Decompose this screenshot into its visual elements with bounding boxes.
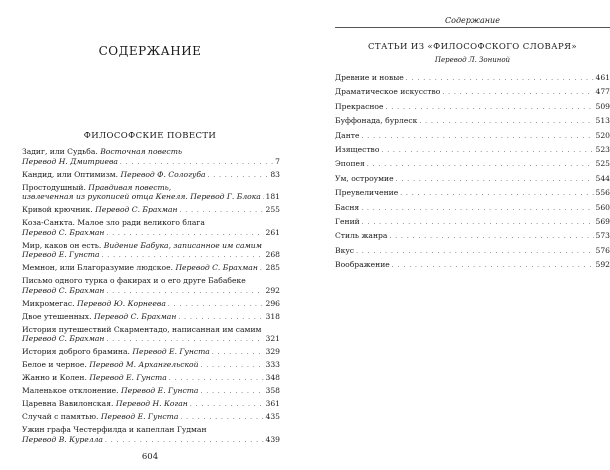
entry-page-number: 361 <box>265 399 280 408</box>
entry-title: Белое и черное. <box>22 360 87 369</box>
entry-page-number: 83 <box>270 169 280 179</box>
entry-line-text <box>335 102 384 113</box>
toc-entry <box>335 260 610 272</box>
entry-line <box>22 386 280 397</box>
entry-line-text <box>335 217 360 228</box>
dot-leader <box>389 232 593 243</box>
entry-line-text <box>335 260 390 271</box>
entry-page-number: 439 <box>265 434 280 444</box>
entry-title: Басня <box>335 202 360 212</box>
toc-entry <box>335 73 610 85</box>
entry-line-text <box>22 276 246 286</box>
entry-line <box>22 147 280 157</box>
entry-translator: Перевод Ф. Сологуба <box>120 169 206 179</box>
entry-translator: Перевод Е. Гунста <box>89 373 167 382</box>
dot-leader <box>169 374 264 384</box>
section-heading-philosophical-tales: ФИЛОСОФСКИЕ ПОВЕСТИ <box>83 131 217 141</box>
entry-page-number: 509 <box>595 101 610 111</box>
entry-line-text <box>22 157 118 167</box>
header-rule <box>335 27 610 28</box>
entry-page-number: 544 <box>595 173 610 183</box>
entry-title: Случай с памятью. <box>22 412 99 421</box>
entry-page-number: 255 <box>265 205 280 214</box>
entry-line <box>335 116 610 128</box>
entry-page-number: 7 <box>275 156 280 166</box>
entry-line <box>335 260 610 272</box>
toc-entry <box>335 246 610 258</box>
dot-leader <box>442 88 593 99</box>
section-translator: Перевод Л. Зониной <box>434 56 511 64</box>
entry-line <box>335 102 610 114</box>
entry-translator: Перевод С. Брахман <box>22 227 105 237</box>
entry-line <box>335 188 610 200</box>
dot-leader <box>106 229 263 239</box>
entry-title: Царевна Вавилонская. <box>22 399 114 408</box>
toc-entry <box>22 412 280 423</box>
dot-leader <box>212 348 264 358</box>
entry-line-text <box>22 347 210 357</box>
entry-line-text <box>22 425 207 435</box>
entry-title: Стиль жанра <box>335 231 388 241</box>
entry-line <box>22 412 280 423</box>
entry-translator: Перевод Е. Гунста <box>132 347 210 356</box>
left-page <box>0 0 300 470</box>
entry-page-number: 435 <box>265 412 280 421</box>
entry-line <box>22 228 280 239</box>
toc-entry <box>22 205 280 216</box>
entry-title: История доброго брамина. <box>22 347 130 356</box>
entry-title: История путешествий Скарментадо, написанная им самим <box>22 324 262 334</box>
entry-line <box>22 241 280 251</box>
toc-entry <box>22 263 280 274</box>
entry-title: Изящество <box>335 144 380 154</box>
entry-line-text <box>335 116 417 127</box>
right-page <box>305 0 610 470</box>
dot-leader <box>356 247 593 258</box>
toc-entry <box>22 373 280 384</box>
entry-line <box>22 373 280 384</box>
entry-line <box>22 347 280 358</box>
entry-subtitle-continued: извлеченная из рукописей отца Кенеля. <box>22 192 188 201</box>
toc-entry <box>335 159 610 171</box>
entry-page-number: 358 <box>265 386 280 395</box>
entry-page-number: 525 <box>595 159 610 169</box>
entry-page-number: 573 <box>595 231 610 241</box>
toc-entry <box>335 231 610 243</box>
dot-leader <box>406 74 594 85</box>
dot-leader <box>179 206 263 216</box>
entry-page-number: 348 <box>265 373 280 382</box>
entry-translator: Перевод Е. Гунста <box>120 386 199 395</box>
section-heading-dictionary-articles: СТАТЬИ ИЗ «ФИЛОСОФСКОГО СЛОВАРЯ» <box>368 42 577 52</box>
entry-line-text <box>22 299 166 309</box>
entry-page-number: 261 <box>265 227 280 237</box>
entry-line <box>335 87 610 99</box>
toc-entry <box>335 145 610 157</box>
entry-line <box>335 145 610 157</box>
entry-title: Коза-Санкта. Малое зло ради великого блага <box>22 218 205 227</box>
toc-entry <box>335 116 610 128</box>
dot-leader <box>105 436 264 446</box>
entry-line-text <box>22 399 188 409</box>
entry-page-number: 520 <box>595 130 610 140</box>
toc-entry <box>335 102 610 114</box>
entry-line-text <box>22 360 198 370</box>
toc-entry <box>22 399 280 410</box>
entry-line <box>335 246 610 258</box>
toc-entry <box>22 218 280 238</box>
entry-line <box>22 312 280 323</box>
entry-line <box>22 360 280 371</box>
entry-title: Письмо одного турка о факирах и о его друге Бабабеке <box>22 276 246 285</box>
entry-subtitle: Правдивая повесть, <box>88 182 172 192</box>
entry-title: Гений <box>335 216 360 226</box>
entry-translator: Перевод С. Брахман <box>93 311 177 321</box>
entry-line-text <box>335 131 359 142</box>
entry-line-text <box>22 386 198 396</box>
entry-line <box>22 183 280 193</box>
entry-line-text <box>22 250 99 260</box>
entry-page-number: 569 <box>595 216 610 226</box>
entry-line-text <box>22 192 261 202</box>
entry-translator: Перевод М. Архангельской <box>89 360 199 369</box>
entry-line <box>22 299 280 310</box>
entry-translator: Перевод С. Брахман <box>95 205 178 214</box>
entry-line-text <box>22 325 261 335</box>
toc-entry <box>22 386 280 397</box>
entry-line <box>335 73 610 85</box>
entry-line <box>22 170 280 181</box>
entry-title: Жанно и Колен. <box>22 373 87 382</box>
entry-line <box>22 399 280 410</box>
toc-entry <box>22 241 280 261</box>
entry-page-number: 523 <box>595 144 610 154</box>
entry-line-text <box>22 373 167 383</box>
entry-title: Микромегас. <box>22 298 75 308</box>
entry-line <box>335 231 610 243</box>
entry-title: Простодушный. <box>22 182 86 192</box>
entry-page-number: 513 <box>595 116 610 126</box>
entry-translator: Перевод Н. Коган <box>115 399 188 408</box>
entry-translator: Перевод Г. Блока <box>190 192 261 201</box>
dot-leader <box>392 261 594 272</box>
entry-line <box>22 435 280 446</box>
dot-leader <box>207 171 268 181</box>
entry-title: Буффонада, бурлеск <box>335 116 418 126</box>
entry-page-number: 292 <box>265 285 280 295</box>
entry-line-text <box>335 145 379 156</box>
entry-title: Воображение <box>335 260 390 270</box>
entry-translator: Перевод Е. Гунста <box>22 250 100 259</box>
entry-line-text <box>335 87 440 98</box>
entry-line-text <box>22 205 177 215</box>
entry-line-text <box>22 170 205 180</box>
toc-entry <box>22 312 280 323</box>
page-title: СОДЕРЖАНИЕ <box>98 44 202 58</box>
dot-leader <box>367 160 594 171</box>
entry-line-text <box>335 203 359 214</box>
entry-line <box>22 325 280 335</box>
entry-line-text <box>335 188 398 199</box>
entry-line <box>335 131 610 143</box>
entry-translator: Перевод В. Курелла <box>22 434 103 444</box>
entry-line-text <box>335 73 404 84</box>
dot-leader <box>120 158 273 168</box>
entry-title: Ум, остроумие <box>335 173 394 183</box>
toc-entry <box>335 87 610 99</box>
entry-line <box>22 192 280 203</box>
entry-translator: Перевод Ю. Корнеева <box>77 298 166 308</box>
toc-entry <box>22 276 280 296</box>
dot-leader <box>386 103 594 114</box>
toc-entry <box>22 183 280 203</box>
entry-page-number: 329 <box>265 347 280 356</box>
dot-leader <box>106 287 263 297</box>
entry-translator: Перевод С. Брахман <box>22 334 105 343</box>
entry-line-text <box>22 334 104 344</box>
toc-entry <box>22 347 280 358</box>
entry-translator: Перевод Е. Гунста <box>100 412 179 421</box>
dot-leader <box>180 413 263 423</box>
entry-title: Преувеличение <box>335 188 399 198</box>
toc-entry <box>22 170 280 181</box>
entry-line <box>22 263 280 274</box>
entry-line <box>335 174 610 186</box>
entry-page-number: 556 <box>595 188 610 198</box>
entry-line <box>22 250 280 261</box>
dot-leader <box>362 218 594 229</box>
entry-line-text <box>335 246 354 257</box>
entry-page-number: 461 <box>595 73 610 82</box>
entry-title: Кандид, или Оптимизм. <box>22 169 119 179</box>
dot-leader <box>168 300 264 310</box>
entry-title: Мир, каков он есть. <box>22 240 102 250</box>
entry-title: Мемнон, или Благоразумие людское. <box>22 263 174 272</box>
toc-list-right <box>335 73 610 274</box>
entry-line <box>22 334 280 345</box>
entry-line <box>22 218 280 228</box>
entry-title: Данте <box>335 130 360 140</box>
entry-page-number: 477 <box>595 87 610 97</box>
toc-entry <box>22 425 280 445</box>
dot-leader <box>178 313 263 323</box>
entry-subtitle: Видение Бабука, записанное им самим <box>103 240 262 250</box>
toc-list-left <box>22 147 280 448</box>
entry-page-number: 592 <box>595 260 610 270</box>
dot-leader <box>361 132 593 143</box>
dot-leader <box>381 146 593 157</box>
entry-page-number: 560 <box>595 202 610 212</box>
toc-entry <box>22 360 280 371</box>
entry-line-text <box>22 286 104 296</box>
running-head: Содержание <box>445 16 500 25</box>
entry-title: Маленькое отклонение. <box>22 386 119 395</box>
entry-title: Драматическое искусство <box>335 87 441 97</box>
dot-leader <box>106 335 263 345</box>
toc-entry <box>335 217 610 229</box>
entry-page-number: 285 <box>265 263 280 272</box>
toc-entry <box>335 174 610 186</box>
entry-title: Вкус <box>335 245 355 255</box>
entry-line-text <box>335 159 365 170</box>
entry-line <box>22 276 280 286</box>
entry-title: Ужин графа Честерфилда и капеллан Гудман <box>22 425 207 434</box>
toc-entry <box>22 147 280 167</box>
entry-page-number: 333 <box>265 360 280 369</box>
entry-line <box>22 286 280 297</box>
dot-leader <box>400 189 593 200</box>
entry-title: Древние и новые <box>335 73 404 82</box>
page-number: 604 <box>141 452 159 462</box>
entry-page-number: 321 <box>265 334 280 343</box>
dot-leader <box>190 400 264 410</box>
entry-page-number: 181 <box>265 192 280 201</box>
entry-line-text <box>22 218 205 228</box>
entry-title: Двое утешенных. <box>22 311 92 321</box>
entry-line <box>22 425 280 435</box>
dot-leader <box>361 204 593 215</box>
entry-line-text <box>22 183 171 193</box>
toc-entry <box>22 299 280 310</box>
entry-line-text <box>22 147 182 157</box>
entry-title: Эпопея <box>335 159 365 169</box>
entry-line-text <box>22 228 104 238</box>
entry-page-number: 296 <box>265 298 280 308</box>
entry-title: Кривой крючник. <box>22 205 93 214</box>
toc-entry <box>335 131 610 143</box>
entry-title: Задиг, или Судьба. <box>22 147 98 156</box>
entry-title: Прекрасное <box>335 101 384 111</box>
entry-line <box>22 157 280 168</box>
dot-leader <box>200 387 263 397</box>
entry-translator: Перевод С. Брахман <box>22 285 105 295</box>
dot-leader <box>419 117 593 128</box>
entry-page-number: 576 <box>595 245 610 255</box>
dot-leader <box>101 251 263 261</box>
entry-line <box>335 159 610 171</box>
toc-entry <box>335 203 610 215</box>
entry-line-text <box>335 174 394 185</box>
entry-line-text <box>22 412 178 422</box>
entry-translator: Перевод С. Брахман <box>175 263 258 272</box>
entry-page-number: 268 <box>265 250 280 259</box>
entry-line <box>22 205 280 216</box>
toc-entry <box>335 188 610 200</box>
entry-translator: Перевод Н. Дмитриева <box>22 156 118 166</box>
dot-leader <box>263 193 264 203</box>
entry-line <box>335 203 610 215</box>
entry-line-text <box>22 263 258 273</box>
entry-line-text <box>22 312 176 322</box>
toc-entry <box>22 325 280 345</box>
dot-leader <box>396 175 594 186</box>
entry-page-number: 318 <box>265 311 280 321</box>
dot-leader <box>200 361 263 371</box>
entry-line <box>335 217 610 229</box>
dot-leader <box>260 264 264 274</box>
entry-line-text <box>335 231 387 242</box>
entry-line-text <box>22 435 103 445</box>
entry-subtitle: Восточная повесть <box>100 147 183 156</box>
entry-line-text <box>22 241 262 251</box>
